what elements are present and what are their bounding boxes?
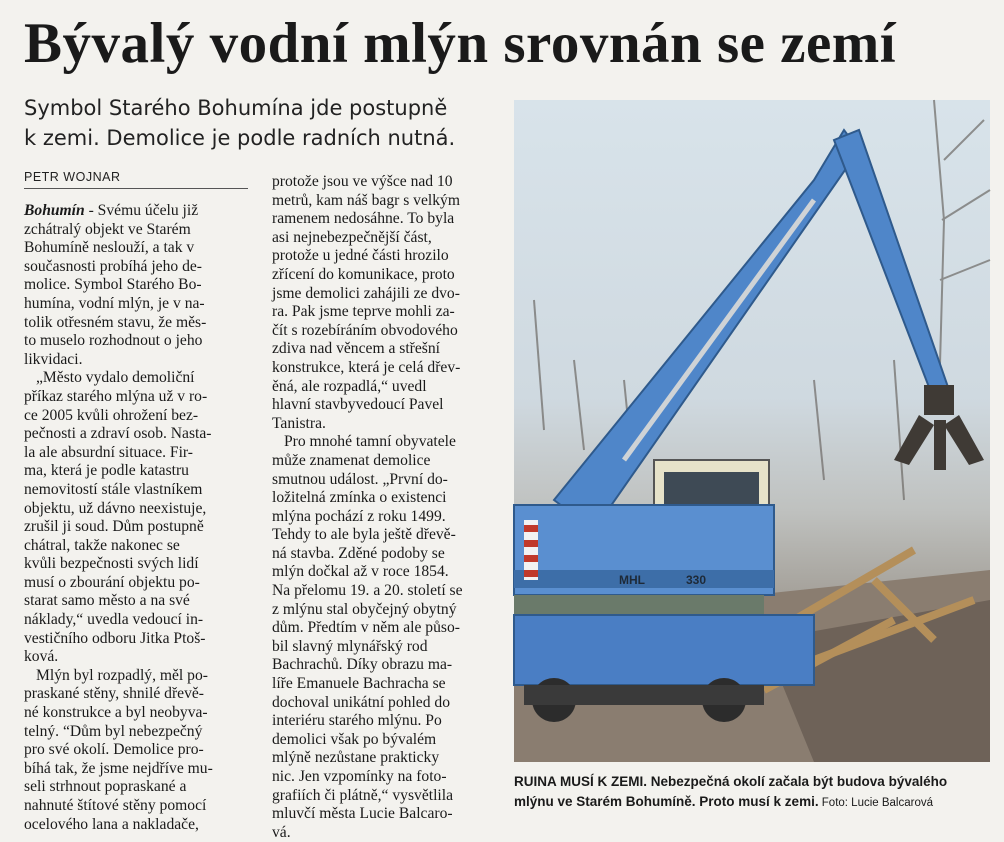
- photo-caption: [514, 772, 990, 813]
- headline: Bývalý vodní mlýn srovnán se zemí: [24, 12, 897, 75]
- column-line: smutnou událost. „První do-: [272, 470, 448, 488]
- column-line: ocelového lana a nakladače,: [24, 815, 199, 833]
- column-line: molice. Symbol Starého Bo-: [24, 276, 202, 294]
- column-line: jsme demolici zahájili ze dvo-: [272, 284, 460, 302]
- column-line: líře Emanuele Bachracha se: [272, 675, 446, 693]
- caption-line: RUINA MUSÍ K ZEMI. Nebezpečná okolí začala být budova bývalého: [514, 774, 948, 789]
- byline: PETR WOJNAR: [24, 170, 248, 189]
- column-line: pečnosti a zdraví osob. Nasta-: [24, 425, 212, 443]
- column-line: né konstrukce a byl neobyva-: [24, 704, 208, 722]
- column-line: starat samo město a na své: [24, 592, 190, 610]
- standfirst-line: Symbol Starého Bohumína jde postupně: [24, 96, 448, 120]
- column-line: praskané stěny, shnilé dřevě-: [24, 685, 204, 703]
- column-line: mlýna pochází z roku 1499.: [272, 507, 446, 525]
- column-line: Na přelomu 19. a 20. století se: [272, 582, 463, 600]
- column-line: ce 2005 kvůli ohrožení bez-: [24, 406, 199, 424]
- column-line: metrů, kam náš bagr s velkým: [272, 191, 460, 209]
- column-line: bíhá tak, že jsme nejdříve mu-: [24, 759, 213, 777]
- column-line: protože jsou ve výšce nad 10: [272, 173, 453, 190]
- caption-line: mlýnu ve Starém Bohumíně. Proto musí k zemi. Foto: Lucie Balcarová: [514, 794, 933, 809]
- column-line: la ale absurdní situace. Fir-: [24, 443, 193, 461]
- column-line: zřícení do komunikace, proto: [272, 265, 455, 283]
- column-line: z mlýnu stal obyčejný obytný: [272, 600, 457, 618]
- column-line: nic. Jen vzpomínky na foto-: [272, 768, 447, 785]
- column-line: objektu, už dávno neexistuje,: [24, 499, 207, 517]
- column-line: to muselo rozhodnout o jeho: [24, 332, 203, 350]
- column-line: pro své okolí. Demolice pro-: [24, 741, 204, 759]
- dateline-place: Bohumín: [24, 202, 85, 219]
- column-line: nahnuté štítové stěny pomocí: [24, 797, 207, 814]
- column-line: bil slavný mlynářský rod: [272, 637, 428, 655]
- column-line: Bohumíně neslouží, a tak v: [24, 239, 195, 257]
- column-line: asi nejnebezpečnější část,: [272, 228, 432, 246]
- machine-model-label: 330: [686, 573, 707, 587]
- column-line: chátral, takže nakonec se: [24, 536, 180, 554]
- column-line: ková.: [24, 648, 59, 666]
- column-line: interiéru starého mlýnu. Po: [272, 712, 442, 730]
- column-line: Tehdy to ale byla ještě dřevě-: [272, 526, 456, 544]
- column-line: humína, vodní mlýn, je v na-: [24, 294, 205, 312]
- standfirst: [24, 93, 504, 153]
- column-line: vá.: [272, 823, 291, 841]
- column-line: mlýn dočkal až v roce 1854.: [272, 563, 449, 581]
- column-line: Bohumín - Svému účelu již: [24, 202, 199, 219]
- column-line: musí o zbourání objektu po-: [24, 573, 200, 591]
- column-line: ěná, ale rozpadlá,“ uvedl: [272, 377, 427, 395]
- column-line: demolici však po bývalém: [272, 730, 437, 748]
- column-line: Tanistra.: [272, 414, 326, 432]
- column-line: vestičního odboru Jitka Ptoš-: [24, 629, 206, 647]
- column-line: ra. Pak jsme teprve mohli za-: [272, 303, 455, 321]
- column-line: mlýně nezůstane prakticky: [272, 749, 440, 767]
- column-line: může znamenat demolice: [272, 451, 431, 469]
- standfirst-line: k zemi. Demolice je podle radních nutná.: [24, 126, 456, 150]
- column-line: zdiva nad věncem a střešní: [272, 340, 440, 358]
- column-line: protože u jedné části hrozilo: [272, 247, 449, 265]
- demolition-photo: [514, 100, 990, 762]
- column-line: „Město vydalo demoliční: [36, 369, 195, 387]
- column-line: zrušil ji soud. Dům postupně: [24, 518, 204, 536]
- column-line: Bachrachů. Díky obrazu ma-: [272, 656, 453, 674]
- column-line: tolik otřesném stavu, že měs-: [24, 313, 207, 331]
- column-line: nemovitostí stále vlastníkem: [24, 480, 203, 498]
- column-line: ná stavba. Zděné podoby se: [272, 544, 445, 562]
- caption-lead: RUINA MUSÍ K ZEMI.: [514, 774, 647, 789]
- column-line: hlavní stavbyvedoucí Pavel: [272, 396, 444, 414]
- column-line: mluvčí města Lucie Balcaro-: [272, 805, 453, 823]
- column-line: Pro mnohé tamní obyvatele: [284, 433, 456, 451]
- column-line: zchátralý objekt ve Starém: [24, 220, 191, 238]
- column-line: čít s rozebíráním obvodového: [272, 321, 458, 339]
- article-column-2: [272, 173, 508, 842]
- column-line: ramenem nedosáhne. To byla: [272, 210, 455, 228]
- column-line: Mlýn byl rozpadlý, měl po-: [36, 666, 208, 684]
- machine-brand-label: MHL: [619, 573, 645, 587]
- column-line: náklady,“ uvedla vedoucí in-: [24, 611, 204, 629]
- column-line: dům. Předtím v něm ale půso-: [272, 619, 460, 637]
- column-line: ma, která je podle katastru: [24, 462, 189, 480]
- photo-credit: Foto: Lucie Balcarová: [818, 797, 933, 809]
- column-line: seli strhnout popraskané a: [24, 778, 187, 796]
- column-line: likvidaci.: [24, 350, 83, 368]
- column-line: grafiích či plátně,“ vysvětlila: [272, 786, 453, 804]
- column-line: příkaz starého mlýna už v ro-: [24, 387, 208, 405]
- column-line: ložitelná zmínka o existenci: [272, 489, 447, 507]
- column-line: dochoval unikátní pohled do: [272, 693, 450, 711]
- column-line: telný. “Dům byl nebezpečný: [24, 722, 203, 740]
- column-line: současnosti probíhá jeho de-: [24, 257, 202, 275]
- column-line: kvůli bezpečnosti svých lidí: [24, 555, 199, 573]
- article-column-1: [24, 202, 264, 834]
- column-line: konstrukce, která je celá dřev-: [272, 358, 461, 376]
- excavator-illustration: [514, 100, 990, 762]
